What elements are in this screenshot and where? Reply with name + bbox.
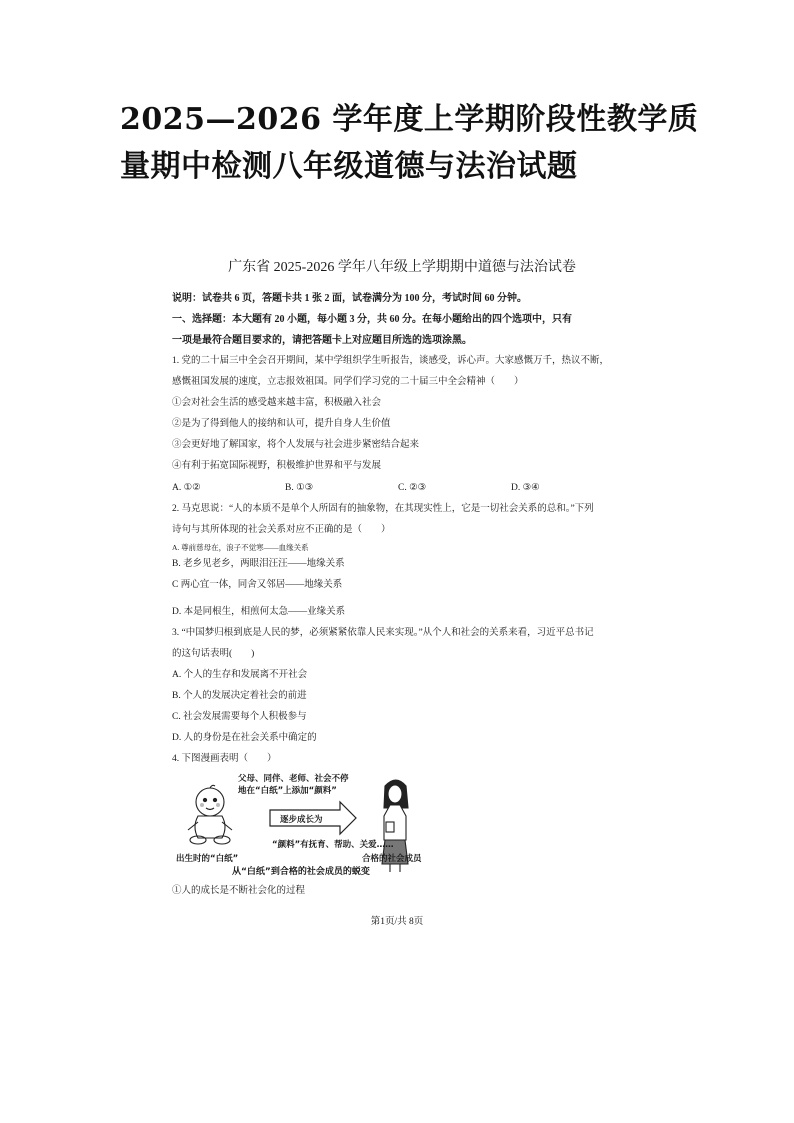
option-d: D. 本是同根生，相煎何太急——业缘关系 [172,607,346,617]
question-stem: 感慨祖国发展的速度，立志报效祖国。同学们学习党的二十届三中全会精神（ ） [172,377,524,387]
cartoon-top-text: 父母、同伴、老师、社会不停 [238,774,349,784]
question-1 [172,351,632,499]
question-stem: 4. 下图漫画表明（ ） [172,754,277,764]
option-b: B. 个人的发展决定着社会的前进 [172,691,307,701]
cartoon-middle-text: “颜料”有抚育、帮助、关爱…… [272,840,394,850]
statement-item: ①人的成长是不断社会化的过程 [172,886,306,896]
question-stem: 1. 党的二十届三中全会召开期间，某中学组织学生听报告，谈感受，诉心声。大家感慨万千，热议不断， [172,356,610,366]
question-3 [172,623,632,749]
option-c: C. 社会发展需要每个人积极参与 [172,712,307,722]
option-b: B. 老乡见老乡，两眼泪汪汪——地缘关系 [172,559,345,569]
right-caption: 合格的社会成员 [362,854,422,864]
option-c: C. ②③ [398,483,427,493]
bottom-caption: 从“白纸”到合格的社会成员的蜕变 [232,867,370,877]
question-stem: 2. 马克思说：“人的本质不是单个人所固有的抽象物，在其现实性上，它是一切社会关系的总和。”下列 [172,504,594,514]
question-stem: 3. “中国梦归根到底是人民的梦，必须紧紧依靠人民来实现。”从个人和社会的关系来看，习近平总书记 [172,628,594,638]
answer-options [172,477,632,499]
option-a: A. 尊前慈母在，浪子不觉寒——血缘关系 [172,543,309,552]
cartoon-illustration [172,772,422,877]
statement-item: ④有利于拓宽国际视野，积极维护世界和平与发展 [172,461,382,471]
exam-note: 说明：试卷共 6 页，答题卡共 1 张 2 面，试卷满分为 100 分，考试时间 60 分钟。 [172,293,527,304]
statement-item: ③会更好地了解国家，将个人发展与社会进步紧密结合起来 [172,440,420,450]
option-a: A. ①② [172,483,201,493]
cartoon-top-text: 地在“白纸”上添加“颜料” [238,786,337,796]
document-title: 2025—2026 学年度上学期阶段性教学质量期中检测八年级道德与法治试题 [120,102,699,184]
section-instruction: 一、选择题：本大题有 20 小题，每小题 3 分，共 60 分。在每小题给出的四个选项中，只有 [172,314,572,325]
exam-title: 广东省 2025-2026 学年八年级上学期期中道德与法治试卷 [228,260,576,275]
question-2 [172,499,632,623]
question-stem: 诗句与其所体现的社会关系对应不正确的是（ ） [172,525,391,535]
arrow-label: 逐步成长为 [280,815,323,825]
question-stem: 的这句话表明( ) [172,649,255,659]
statement-item: ②是为了得到他人的接纳和认可，提升自身人生价值 [172,419,391,429]
option-c: C 两心宜一体，同舍又邻居——地缘关系 [172,580,343,590]
option-b: B. ①③ [285,483,314,493]
question-4 [172,749,632,902]
option-a: A. 个人的生存和发展离不开社会 [172,670,308,680]
left-caption: 出生时的“白纸” [176,854,239,864]
option-d: D. ③④ [511,483,540,493]
statement-item: ①会对社会生活的感受越来越丰富，积极融入社会 [172,398,382,408]
option-d: D. 人的身份是在社会关系中确定的 [172,733,317,743]
baby-figure [188,785,232,844]
page-footer: 第1页/共 8页 [370,917,424,927]
exam-page [172,256,632,902]
section-instruction-cont: 一项是最符合题目要求的，请把答题卡上对应题目所选的选项涂黑。 [172,335,472,346]
